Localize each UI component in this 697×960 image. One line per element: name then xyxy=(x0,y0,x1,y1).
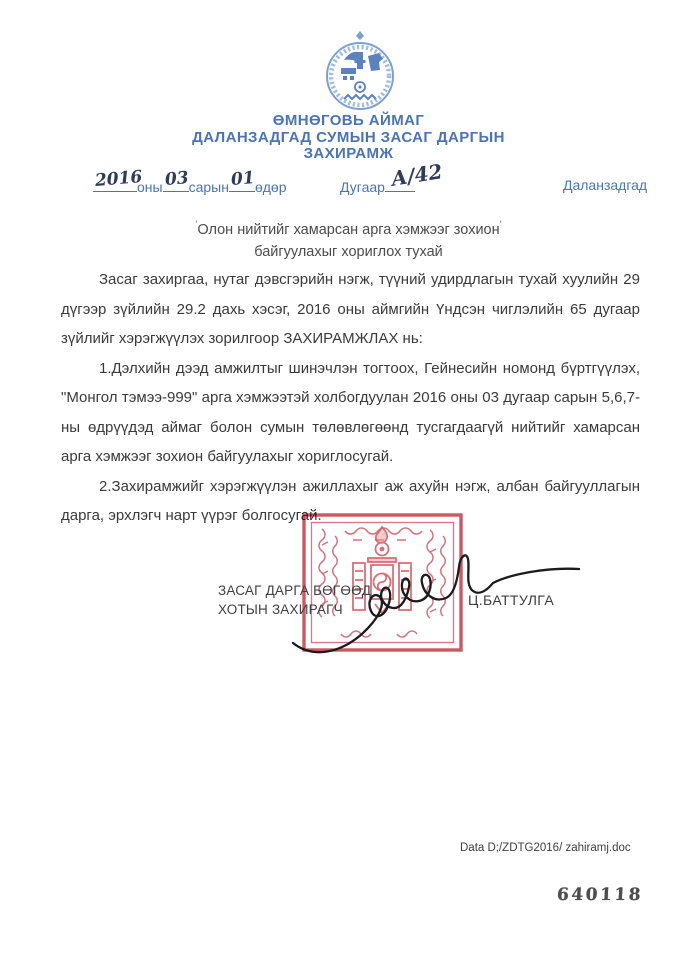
month-blank xyxy=(163,168,190,192)
signatory-title-line-1: ЗАСАГ ДАРГА БӨГӨӨД xyxy=(218,583,372,598)
paragraph-preamble: Засаг захиргаа, нутаг дэвсгэрийн нэгж, түүний удирдлагын тухай хуулийн 29 дүгээр зүйлийн 29.2 дахь хэсэг, 2016 оны аймгийн Үндсэн чиглэлийн 65 дугаар зүйлийг хэрэгжүүлэх зорилгоор ЗАХИРАМЖЛАХ нь: xyxy=(61,271,640,347)
handwritten-day: 01 xyxy=(230,168,256,190)
registration-number-stamp: 640118 xyxy=(556,885,644,905)
letterhead-line-sum: ДАЛАНЗАДГАД СУМЫН ЗАСАГ ДАРГЫН xyxy=(192,128,505,146)
paragraph-clause-1: 1.Дэлхийн дээд амжилтыг шинэчлэн тогтоох, Гейнесийн номонд бүртгүүлэх, "Монгол тэмээ-999" арга хэмжээтэй холбогдуулан 2016 оны 03 дугаар сарын 5,6,7-ны өдрүүдэд аймаг болон сумын төлөвлөгөөнд тусгагдаагүй нийтийг хамарсан арга хэмжээг зохион байгуулахыг хориглосугай. xyxy=(61,359,640,465)
subject-title xyxy=(0,214,697,263)
date-row xyxy=(0,159,697,203)
date-fields xyxy=(93,166,287,195)
handwritten-number: А/42 xyxy=(389,159,444,191)
number-label: Дугаар xyxy=(340,179,385,195)
scan-tick-left: ' xyxy=(195,219,198,231)
subject-line-2: байгуулахыг хориглох тухай xyxy=(254,244,443,260)
day-label: өдөр xyxy=(254,179,287,195)
year-blank xyxy=(93,166,144,192)
paragraph-clause-2: 2.Захирамжийг хэрэгжүүлэн ажиллахыг аж ахуйн нэгж, албан байгууллагын дарга, эрхлэгч нарт үүрэг болгосугай. xyxy=(61,477,640,524)
subject-text-1: Олон нийтийг хамарсан арга хэмжээг зохион xyxy=(197,222,500,238)
letterhead-line-type: ЗАХИРАМЖ xyxy=(303,145,394,162)
letterhead xyxy=(0,113,697,163)
handwritten-year: 2016 xyxy=(94,166,144,192)
handwritten-month: 03 xyxy=(163,168,190,190)
place-name: Даланзадгад xyxy=(563,177,648,193)
file-path-note: Data D;/ZDTG2016/ zahiramj.doc xyxy=(460,842,631,854)
signatory-name: Ц.БАТТУЛГА xyxy=(468,592,555,608)
decree-number-field xyxy=(340,159,444,195)
omnogovi-aimag-emblem-icon xyxy=(320,30,400,116)
year-label: оны xyxy=(137,179,163,195)
letterhead-line-aimag: ӨМНӨГОВЬ АЙМАГ xyxy=(272,112,425,129)
subject-line-1 xyxy=(0,214,697,241)
day-blank xyxy=(229,168,256,192)
number-blank xyxy=(385,159,444,192)
month-label: сарын xyxy=(188,179,229,195)
scan-tick-right: ' xyxy=(499,219,502,231)
signatory-title xyxy=(218,582,371,619)
signatory-title-line-2: ХОТЫН ЗАХИРАГЧ xyxy=(218,601,343,617)
decree-body xyxy=(61,265,640,531)
